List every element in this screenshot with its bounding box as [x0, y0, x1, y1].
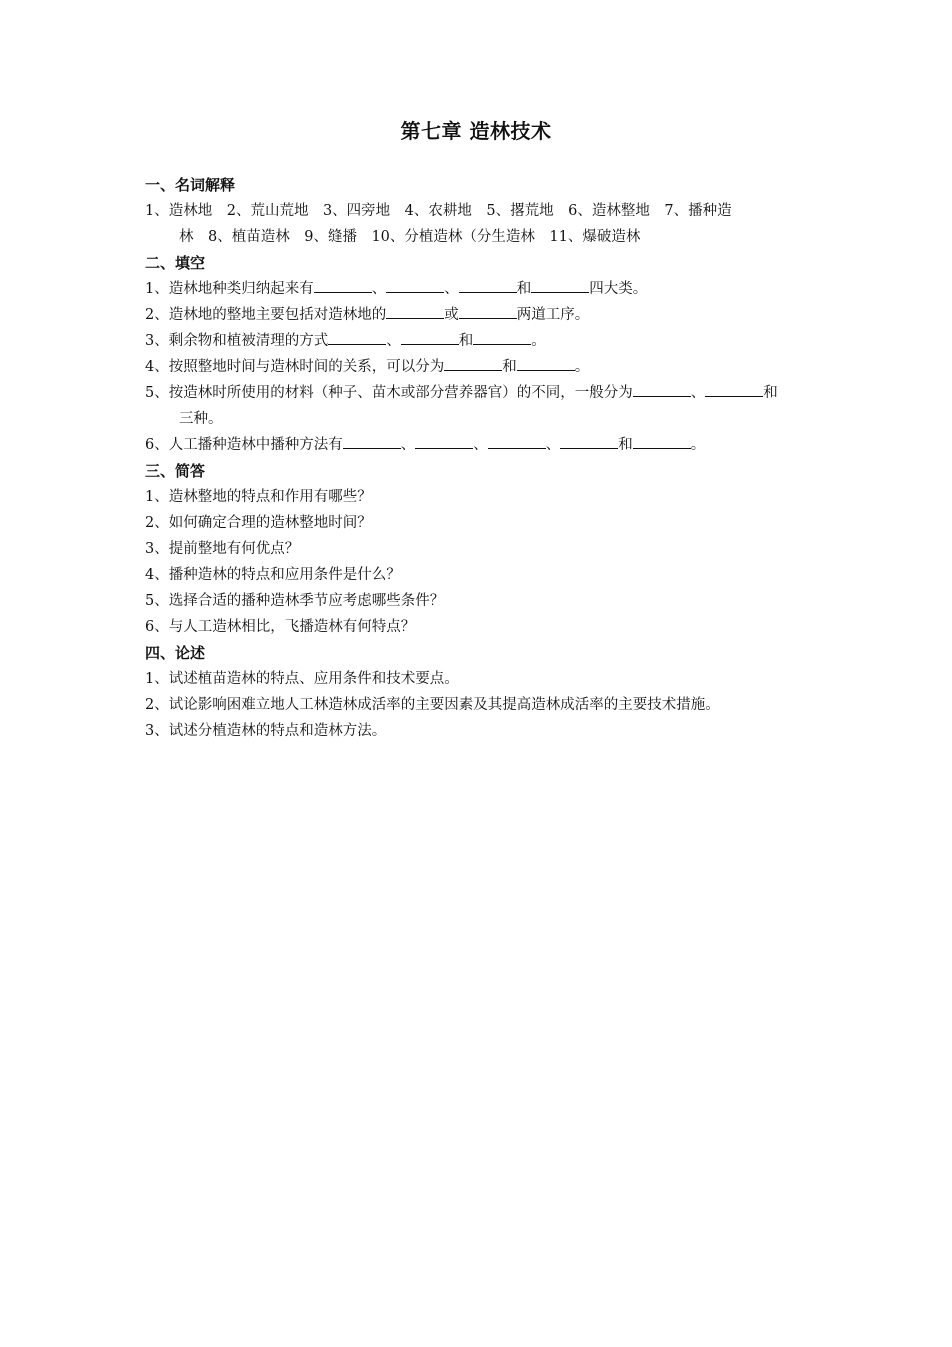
question-text: 两道工序。 — [516, 307, 590, 323]
essay-item: 2、试论影响困难立地人工林造林成活率的主要因素及其提高造林成活率的主要技术措施。 — [145, 697, 720, 713]
answer-blank[interactable] — [473, 330, 531, 345]
fill-question-1 — [145, 276, 815, 302]
short-answer-item: 5、选择合适的播种造林季节应考虑哪些条件？ — [145, 593, 445, 609]
question-text: 3、剩余物和植被清理的方式 — [145, 333, 329, 349]
essay-item: 3、试述分植造林的特点和造林方法。 — [145, 723, 387, 739]
short-answer-item: 4、播种造林的特点和应用条件是什么？ — [145, 567, 401, 583]
question-text: 1、造林地种类归纳起来有 — [145, 281, 314, 297]
answer-blank[interactable] — [633, 382, 691, 397]
question-text: 四大类。 — [589, 281, 648, 297]
answer-blank[interactable] — [459, 278, 517, 293]
question-text: 2、造林地的整地主要包括对造林地的 — [145, 307, 387, 323]
section-heading-fill-in: 二、填空 — [145, 254, 206, 272]
fill-question-4 — [145, 354, 815, 380]
terms-line-1: 1、造林地 2、荒山荒地 3、四旁地 4、农耕地 5、撂荒地 6、造林整地 7、播种造 — [145, 203, 732, 219]
answer-blank[interactable] — [328, 330, 386, 345]
answer-blank[interactable] — [444, 356, 502, 371]
fill-question-2 — [145, 302, 815, 328]
terms-line-2: 林 8、植苗造林 9、缝播 10、分植造林（分生造林 11、爆破造林 — [179, 229, 641, 245]
fill-question-3 — [145, 328, 815, 354]
separator: 、 — [473, 437, 488, 453]
question-text: 三种。 — [179, 411, 223, 427]
question-text: 。 — [574, 359, 590, 375]
answer-blank[interactable] — [488, 434, 546, 449]
page-title: 第七章 造林技术 — [400, 119, 552, 143]
separator: 、 — [371, 281, 387, 297]
question-text: 。 — [690, 437, 706, 453]
separator: 、 — [545, 437, 561, 453]
short-answer-item: 2、如何确定合理的造林整地时间？ — [145, 515, 372, 531]
answer-blank[interactable] — [415, 434, 473, 449]
separator: 、 — [386, 333, 401, 349]
separator: 、 — [444, 281, 459, 297]
answer-blank[interactable] — [343, 434, 401, 449]
answer-blank[interactable] — [531, 278, 589, 293]
fill-question-5-continuation — [145, 406, 815, 432]
separator: 、 — [690, 385, 706, 401]
section-heading-terms: 一、名词解释 — [145, 176, 236, 194]
document-body — [145, 172, 815, 744]
answer-blank[interactable] — [633, 434, 691, 449]
question-text: 4、按照整地时间与造林时间的关系，可以分为 — [145, 359, 445, 375]
separator: 和 — [516, 281, 532, 297]
fill-question-5 — [145, 380, 815, 406]
question-text: 。 — [531, 333, 546, 349]
answer-blank[interactable] — [459, 304, 517, 319]
answer-blank[interactable] — [314, 278, 372, 293]
separator: 、 — [400, 437, 416, 453]
separator: 和 — [618, 437, 633, 453]
essay-item: 1、试述植苗造林的特点、应用条件和技术要点。 — [145, 671, 459, 687]
separator: 和 — [763, 385, 778, 401]
answer-blank[interactable] — [517, 356, 575, 371]
answer-blank[interactable] — [401, 330, 459, 345]
answer-blank[interactable] — [386, 278, 444, 293]
separator: 和 — [458, 333, 474, 349]
short-answer-item: 6、与人工造林相比，飞播造林有何特点？ — [145, 619, 416, 635]
question-text: 5、按造林时所使用的材料（种子、苗木或部分营养器官）的不同，一般分为 — [145, 385, 633, 401]
separator: 和 — [502, 359, 517, 375]
short-answer-item: 1、造林整地的特点和作用有哪些？ — [145, 489, 372, 505]
section-heading-short-answer: 三、简答 — [145, 462, 206, 480]
answer-blank[interactable] — [705, 382, 763, 397]
fill-question-6 — [145, 432, 815, 458]
separator: 或 — [444, 307, 459, 323]
question-text: 6、人工播种造林中播种方法有 — [145, 437, 343, 453]
short-answer-item: 3、提前整地有何优点？ — [145, 541, 300, 557]
answer-blank[interactable] — [560, 434, 618, 449]
section-heading-essay: 四、论述 — [145, 644, 206, 662]
answer-blank[interactable] — [386, 304, 444, 319]
